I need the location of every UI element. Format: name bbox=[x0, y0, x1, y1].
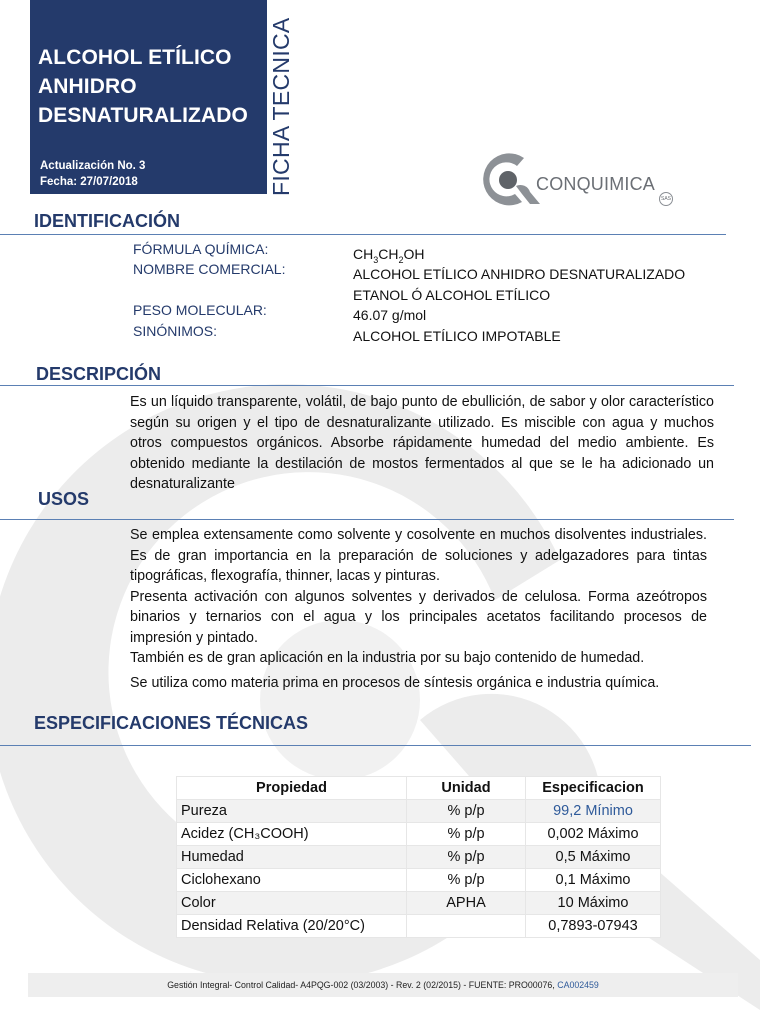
section-rule bbox=[0, 234, 726, 235]
sinonimos-label: SINÓNIMOS: bbox=[133, 323, 218, 339]
cell-propiedad: Acidez (CH₃COOH) bbox=[177, 823, 407, 846]
title-line: DESNATURALIZADO bbox=[38, 104, 248, 127]
cell-unidad: % p/p bbox=[407, 823, 526, 846]
formula-part: OH bbox=[403, 246, 425, 262]
column-header: Especificacion bbox=[526, 777, 661, 800]
usos-text bbox=[130, 525, 707, 693]
formula-subscript: 2 bbox=[398, 254, 404, 265]
title-line: ALCOHOL ETÍLICO bbox=[38, 46, 232, 69]
logo-sas-badge: SAS bbox=[659, 192, 673, 206]
usos-paragraph: Se emplea extensamente como solvente y cosolvente en muchos disolventes industriales. Es de gran importancia en la preparación de soluciones y adelgazadores para tintas tipográficas, flexografía, thinner, lacas y pinturas. bbox=[130, 527, 707, 584]
footer-text: Gestión Integral- Control Calidad- A4PQG-002 (03/2003) - Rev. 2 (02/2015) - FUENTE: PRO00076, bbox=[167, 980, 558, 990]
descripcion-text bbox=[130, 392, 714, 495]
cell-especificacion: 99,2 Mínimo bbox=[526, 800, 661, 823]
usos-paragraph: Se utiliza como materia prima en procesos de síntesis orgánica e industria química. bbox=[130, 674, 660, 691]
cell-unidad: APHA bbox=[407, 892, 526, 915]
cell-propiedad: Densidad Relativa (20/20°C) bbox=[177, 915, 407, 938]
usos-paragraph: También es de gran aplicación en la industria por su bajo contenido de humedad. bbox=[130, 650, 645, 666]
nombre-label: NOMBRE COMERCIAL: bbox=[133, 261, 286, 277]
cell-propiedad: Humedad bbox=[177, 846, 407, 869]
formula-label: FÓRMULA QUÍMICA: bbox=[133, 241, 269, 257]
section-heading-especificaciones: ESPECIFICACIONES TÉCNICAS bbox=[34, 713, 309, 733]
cell-unidad: % p/p bbox=[407, 869, 526, 892]
title-line: ANHIDRO bbox=[38, 75, 137, 98]
update-number: Actualización No. 3 bbox=[40, 160, 146, 172]
cell-propiedad: Pureza bbox=[177, 800, 407, 823]
cell-propiedad: Color bbox=[177, 892, 407, 915]
vertical-title-text: FICHA TECNICA bbox=[268, 17, 294, 196]
cell-especificacion: 0,7893-07943 bbox=[526, 915, 661, 938]
section-heading-usos: USOS bbox=[38, 489, 90, 509]
formula-subscript: 3 bbox=[373, 254, 379, 265]
update-date: Fecha: 27/07/2018 bbox=[40, 176, 138, 188]
cell-especificacion: 0,5 Máximo bbox=[526, 846, 661, 869]
table-row bbox=[177, 800, 661, 823]
spec-table bbox=[176, 776, 661, 938]
table-row bbox=[177, 915, 661, 938]
column-header: Unidad bbox=[407, 777, 526, 800]
table-row bbox=[177, 823, 661, 846]
company-logo bbox=[482, 148, 682, 210]
peso-label: PESO MOLECULAR: bbox=[133, 302, 267, 318]
cell-unidad: % p/p bbox=[407, 846, 526, 869]
spec-table-wrapper bbox=[176, 776, 661, 938]
document-meta bbox=[40, 158, 145, 190]
table-header-row bbox=[177, 777, 661, 800]
table-row bbox=[177, 846, 661, 869]
formula-part: CH bbox=[378, 246, 399, 262]
peso-value: 46.07 g/mol bbox=[353, 307, 427, 323]
cell-especificacion: 0,002 Máximo bbox=[526, 823, 661, 846]
logo-wordmark: CONQUIMICA bbox=[536, 174, 655, 194]
table-row bbox=[177, 892, 661, 915]
formula-part: CH bbox=[353, 246, 374, 262]
section-heading-descripcion: DESCRIPCIÓN bbox=[36, 364, 162, 384]
sinonimos-value: ALCOHOL ETÍLICO IMPOTABLE bbox=[353, 328, 561, 344]
cell-propiedad: Ciclohexano bbox=[177, 869, 407, 892]
page-footer bbox=[28, 973, 738, 997]
column-header: Propiedad bbox=[177, 777, 407, 800]
section-rule bbox=[0, 385, 734, 386]
descripcion-paragraph: Es un líquido transparente, volátil, de bajo punto de ebullición, de sabor y olor característico según su origen y el tipo de desnaturalizante utilizado. Es miscible con agua y muchos otros compuestos orgánicos. Absorbe rápidamente humedad del medio ambiente. Es obtenido mediante la destilación de mostos fermentados al que se le ha adicionado un desnaturalizante bbox=[130, 394, 714, 492]
nombre-value: ALCOHOL ETÍLICO ANHIDRO DESNATURALIZADO bbox=[353, 266, 686, 282]
table-row bbox=[177, 869, 661, 892]
cell-unidad bbox=[407, 915, 526, 938]
footer-code-link[interactable]: CA002459 bbox=[557, 980, 599, 990]
section-heading-identificacion: IDENTIFICACIÓN bbox=[34, 211, 180, 231]
title-block bbox=[30, 0, 267, 194]
document-title bbox=[38, 43, 264, 130]
cell-especificacion: 10 Máximo bbox=[526, 892, 661, 915]
conquimica-logo-icon bbox=[482, 148, 542, 210]
section-rule bbox=[0, 745, 751, 746]
usos-paragraph: Presenta activación con algunos solventes y derivados de celulosa. Forma azeótropos binarios y ternarios con el agua y los principales acetatos facilitando procesos de impresión y pintado. bbox=[130, 588, 707, 646]
cell-especificacion: 0,1 Máximo bbox=[526, 869, 661, 892]
cell-unidad: % p/p bbox=[407, 800, 526, 823]
nombre-value-alt: ETANOL Ó ALCOHOL ETÍLICO bbox=[353, 287, 551, 303]
section-rule bbox=[0, 519, 734, 520]
